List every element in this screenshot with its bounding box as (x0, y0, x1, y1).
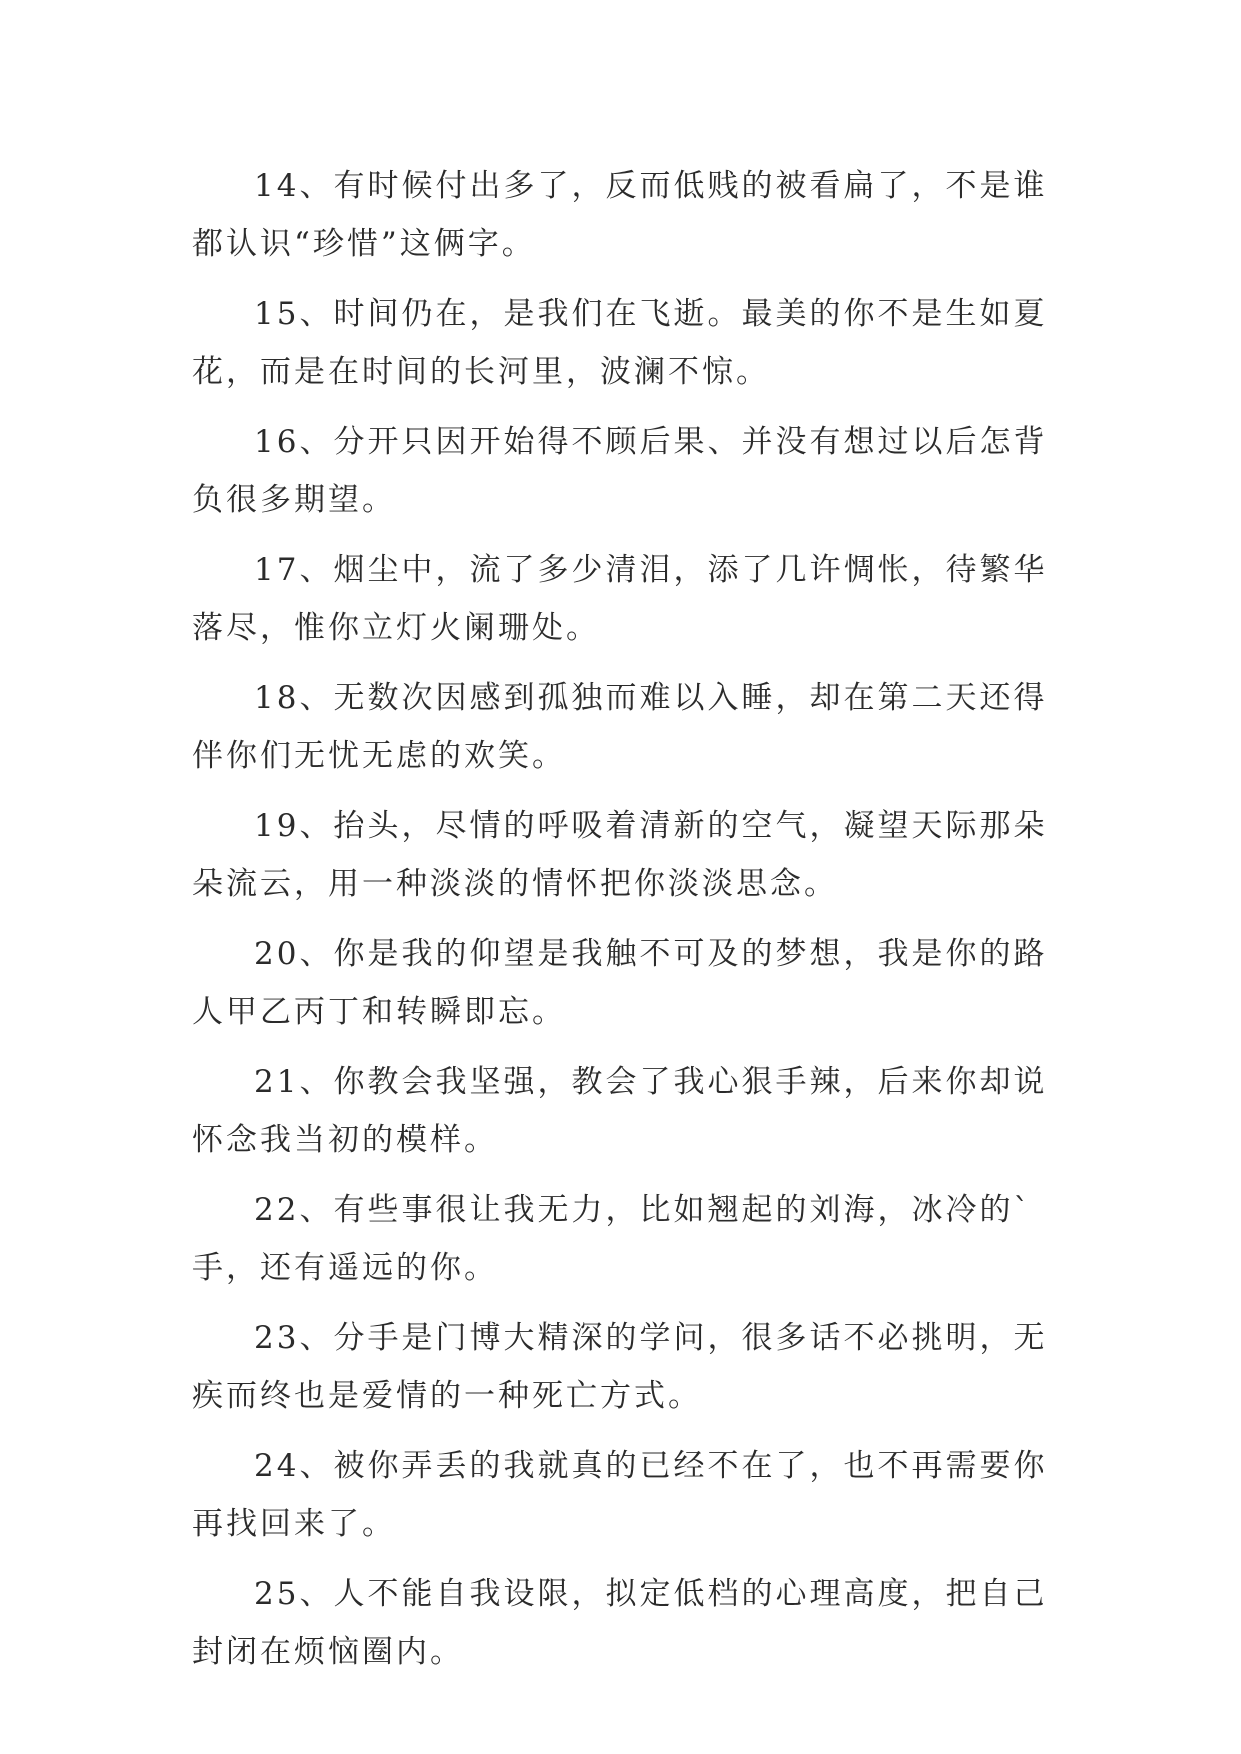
paragraph-24: 24、被你弄丢的我就真的已经不在了，也不再需要你再找回来了。 (192, 1448, 1048, 1542)
paragraph-16: 16、分开只因开始得不顾后果、并没有想过以后怎背负很多期望。 (192, 424, 1048, 518)
paragraph-17: 17、烟尘中，流了多少清泪，添了几许惆怅，待繁华落尽，惟你立灯火阑珊处。 (192, 552, 1048, 646)
paragraph-15: 15、时间仍在，是我们在飞逝。最美的你不是生如夏花，而是在时间的长河里，波澜不惊。 (192, 296, 1048, 390)
paragraph-19: 19、抬头，尽情的呼吸着清新的空气，凝望天际那朵朵流云，用一种淡淡的情怀把你淡淡思念。 (192, 808, 1048, 902)
paragraph-18: 18、无数次因感到孤独而难以入睡，却在第二天还得伴你们无忧无虑的欢笑。 (192, 680, 1048, 774)
paragraph-14: 14、有时候付出多了，反而低贱的被看扁了，不是谁都认识“珍惜”这俩字。 (192, 168, 1048, 262)
paragraph-25: 25、人不能自我设限，拟定低档的心理高度，把自己封闭在烦恼圈内。 (192, 1576, 1048, 1670)
paragraph-23: 23、分手是门博大精深的学问，很多话不必挑明，无疾而终也是爱情的一种死亡方式。 (192, 1320, 1048, 1414)
paragraph-22: 22、有些事很让我无力，比如翘起的刘海，冰冷的`手，还有遥远的你。 (192, 1192, 1032, 1286)
paragraph-20: 20、你是我的仰望是我触不可及的梦想，我是你的路人甲乙丙丁和转瞬即忘。 (192, 936, 1048, 1030)
document-body (192, 157, 1056, 1693)
paragraph-21: 21、你教会我坚强，教会了我心狠手辣，后来你却说怀念我当初的模样。 (192, 1064, 1048, 1158)
